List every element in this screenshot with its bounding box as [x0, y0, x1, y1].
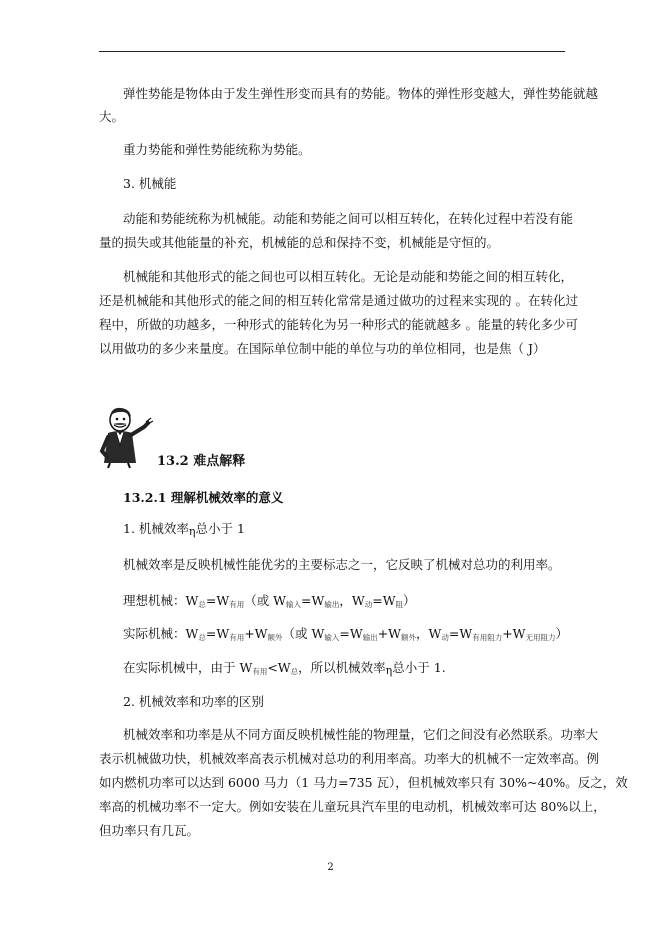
paragraph-mechanical-line1: 动能和势能统称为机械能。动能和势能之间可以相互转化，在转化过程中若没有能	[123, 211, 574, 226]
paragraph-difference-line1: 机械效率和功率是从不同方面反映机械性能的物理量，它们之间没有必然联系。功率大	[123, 727, 599, 742]
header-rule	[99, 51, 565, 52]
paragraph-difference-line4: 率高的机械功率不一定大。例如安装在儿童玩具汽车里的电动机，机械效率可达 80%以上，	[99, 799, 606, 814]
heading-efficiency-vs-power: 2. 机械效率和功率的区别	[123, 694, 264, 709]
paragraph-elastic-line2: 大。	[99, 109, 125, 124]
paragraph-difference-line3: 如内燃机功率可以达到 6000 马力（1 马力=735 瓦），但机械效率只有 30%~40%。反之，效	[99, 775, 628, 790]
heading-mechanical-energy: 3. 机械能	[123, 176, 177, 191]
paragraph-difference-line5: 但功率只有几瓦。	[99, 823, 200, 838]
paragraph-potential-energy: 重力势能和弹性势能统称为势能。	[123, 142, 311, 157]
paragraph-difference-line2: 表示机械做功快，机械效率高表示机械对总功的利用率高。功率大的机械不一定效率高。例	[99, 751, 600, 766]
paragraph-conversion-line1: 机械能和其他形式的能之间也可以相互转化。无论是动能和势能之间的相互转化，	[123, 269, 574, 284]
formula-ideal-machine: 理想机械：$W_总=W_{有用}$（或 $W_{输入}=W_{输出}$，$W_动=W_阻$）	[123, 593, 416, 609]
lecturer-illustration-icon	[98, 405, 154, 469]
section-title: 13.2 难点解释	[157, 454, 246, 469]
item-efficiency-less-than-one: 1. 机械效率η总小于 1	[123, 521, 245, 538]
paragraph-mechanical-line2: 量的损失或其他能量的补充，机械能的总和保持不变，机械能是守恒的。	[99, 235, 500, 250]
page-number: 2	[327, 862, 334, 873]
subsection-title: 13.2.1 理解机械效率的意义	[123, 490, 284, 505]
formula-actual-machine: 实际机械：$W_总=W_{有用}+W_{额外}$（或 $W_{输入}=W_{输出}+W_{额外}$，$W_动=W_{有用阻力}+W_{无用阻力}$）	[123, 626, 569, 642]
paragraph-elastic-line1: 弹性势能是物体由于发生弹性形变而具有的势能。物体的弹性形变越大，弹性势能就越	[123, 86, 599, 101]
paragraph-conversion-line4: 以用做功的多少来量度。在国际单位制中能的单位与功的单位相同，也是焦（ J）	[99, 341, 546, 356]
paragraph-efficiency-definition: 机械效率是反映机械性能优劣的主要标志之一，它反映了机械对总功的利用率。	[123, 557, 561, 572]
paragraph-actual-efficiency: 在实际机械中，由于 $W_{有用}<W_总$，所以机械效率η总小于 1.	[123, 660, 446, 677]
paragraph-conversion-line2: 还是机械能和其他形式的能之间的相互转化常常是通过做功的过程来实现的 。在转化过	[99, 293, 578, 308]
paragraph-conversion-line3: 程中，所做的功越多，一种形式的能转化为另一种形式的能就越多 。能量的转化多少可	[99, 317, 578, 332]
